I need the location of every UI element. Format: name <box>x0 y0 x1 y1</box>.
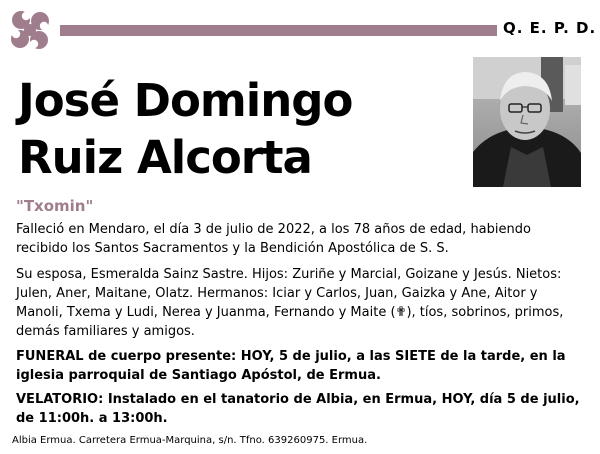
cross-icon: ✟ <box>395 305 407 320</box>
velatorio-paragraph: VELATORIO: Instalado en el tanatorio de Albia, en Ermua, HOY, día 5 de julio, de 11:00h. a 13:00h. <box>16 392 580 426</box>
deceased-name-line-1: José Domingo <box>18 74 353 127</box>
deceased-nickname: "Txomin" <box>16 197 94 215</box>
death-notice-paragraph: Falleció en Mendaro, el día 3 de julio de 2022, a los 78 años de edad, habiendo recibido los Santos Sacramentos y la Bendición Apostólica de S. S. <box>16 222 531 256</box>
family-paragraph <box>16 265 586 341</box>
funeral-home-footer: Albia Ermua. Carretera Ermua-Marquina, s/n. Tfno. 639260975. Ermua. <box>12 435 368 446</box>
family-text-start: Su esposa, Esmeralda Sainz Sastre. Hijos: Zuriñe y Marcial, Goizane y Jesús. Nietos: Julen, Aner, Maitane, Olatz. Hermanos: Iciar y Carlos, Juan, Gaizka y Ane, Aitor y Manoli, Txema y Ludi, Nerea y Juanma, Fernando y Maite ( <box>16 267 562 320</box>
deceased-portrait <box>473 57 581 187</box>
deceased-name-line-2: Ruiz Alcorta <box>18 131 312 184</box>
funeral-paragraph: FUNERAL de cuerpo presente: HOY, 5 de julio, a las SIETE de la tarde, en la iglesia parroquial de Santiago Apóstol, de Ermua. <box>16 349 566 383</box>
family-text-end: ), tíos, sobrinos, primos, demás familiares y amigos. <box>16 305 564 339</box>
header-bar <box>60 25 497 36</box>
qepd-heading: Q. E. P. D. <box>503 19 597 37</box>
lauburu-icon <box>6 6 54 54</box>
